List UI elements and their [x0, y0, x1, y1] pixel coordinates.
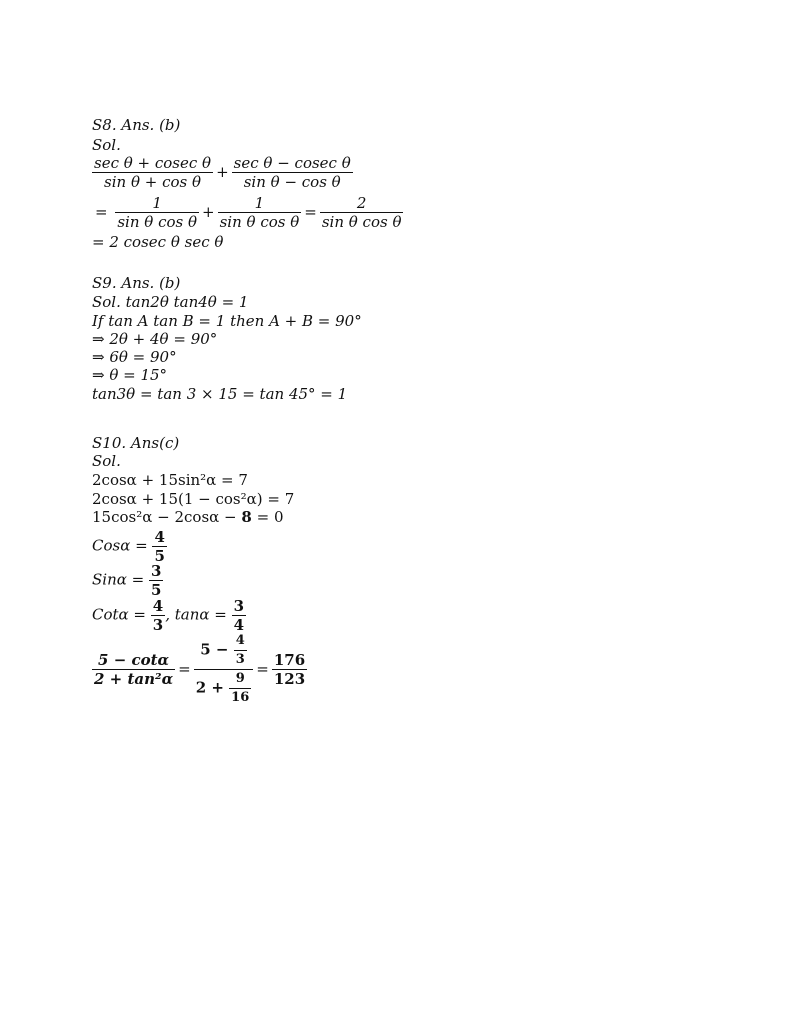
cos-fraction [152, 528, 166, 565]
cos-label: Cosα = [92, 536, 148, 555]
inner-fraction-denominator [229, 670, 251, 707]
equation-part: 15cos²α − 2cosα − [92, 508, 237, 526]
inner-fraction-numerator [234, 632, 247, 669]
s9-line-6: tan3θ = tan 3 × 15 = tan 45° = 1 [92, 385, 348, 403]
s9-line-5: ⇒ θ = 15° [92, 366, 168, 384]
s10-sol: Sol. [92, 452, 121, 470]
denominator: sin θ cos θ [219, 213, 300, 231]
numerator-part: 5 − [200, 640, 229, 659]
s10-sin-line [92, 562, 163, 599]
operator: = [178, 659, 191, 678]
s9-line-3: ⇒ 2θ + 4θ = 90° [92, 330, 218, 348]
s9-line-4: ⇒ 6θ = 90° [92, 348, 177, 366]
denominator: sin θ − cos θ [243, 173, 341, 191]
operator: + [202, 202, 215, 221]
numerator: 176 [273, 651, 306, 669]
s10-line-1: 2cosα + 15sin²α = 7 [92, 471, 248, 489]
s8-fraction-1 [92, 154, 213, 191]
operator: = [304, 202, 317, 221]
numerator: 2 [320, 194, 404, 213]
operator: = [95, 202, 108, 221]
denominator: 3 [235, 652, 245, 667]
numerator: 5 − cotα [92, 651, 175, 670]
numerator: 4 [152, 597, 164, 615]
numerator: sec θ − cosec θ [233, 154, 351, 172]
s8-fraction-5 [320, 194, 404, 231]
denominator: 2 + tan²α [94, 670, 174, 688]
tan-fraction [232, 597, 246, 634]
numerator: 9 [229, 670, 251, 689]
sin-label: Sinα = [92, 570, 145, 589]
sin-fraction [149, 562, 163, 599]
s8-line-3: = 2 cosec θ sec θ [92, 233, 224, 251]
denominator: 3 [152, 616, 164, 634]
final-fraction-3 [272, 651, 307, 688]
final-fraction-1 [92, 651, 175, 688]
s10-cot-tan-line [92, 597, 246, 634]
s10-cos-line [92, 528, 167, 565]
s9-line-1: Sol. tan2θ tan4θ = 1 [92, 293, 249, 311]
cot-fraction [151, 597, 165, 634]
numerator: 1 [218, 194, 302, 213]
numerator: 4 [234, 632, 247, 651]
numerator: 4 [154, 528, 165, 546]
equation-part: = 0 [256, 508, 284, 526]
denominator: 5 [150, 581, 162, 599]
denominator: 123 [273, 670, 306, 688]
operator: + [216, 162, 229, 181]
s8-fraction-3 [115, 194, 199, 231]
s8-heading: S8. Ans. (b) [92, 116, 181, 134]
s10-final-line [92, 632, 307, 707]
denominator: sin θ + cos θ [104, 173, 202, 191]
equation-constant: 8 [241, 508, 252, 526]
final-fraction-2 [194, 632, 254, 707]
denominator-part: 2 + [195, 678, 224, 697]
s8-sol: Sol. [92, 136, 121, 154]
s10-line-3 [92, 508, 284, 526]
cot-label: Cotα = [92, 605, 147, 624]
operator: = [256, 659, 269, 678]
s8-line-2 [92, 194, 403, 231]
s9-line-2: If tan A tan B = 1 then A + B = 90° [92, 312, 362, 330]
denominator: 16 [231, 690, 250, 705]
denominator: sin θ cos θ [321, 213, 402, 231]
numerator [194, 632, 254, 670]
s8-fraction-2 [232, 154, 353, 191]
numerator: sec θ + cosec θ [94, 154, 212, 172]
s10-heading: S10. Ans(c) [92, 434, 180, 452]
numerator: 3 [150, 562, 162, 580]
denominator [194, 670, 254, 707]
s10-line-2: 2cosα + 15(1 − cos²α) = 7 [92, 490, 295, 508]
s9-heading: S9. Ans. (b) [92, 274, 181, 292]
tan-label: , tanα = [165, 605, 227, 624]
s8-line-1 [92, 154, 353, 191]
denominator: 5 [154, 547, 165, 565]
s8-fraction-4 [218, 194, 302, 231]
denominator: sin θ cos θ [117, 213, 198, 231]
denominator: 4 [233, 616, 245, 634]
numerator: 3 [233, 597, 245, 615]
numerator: 1 [115, 194, 199, 213]
